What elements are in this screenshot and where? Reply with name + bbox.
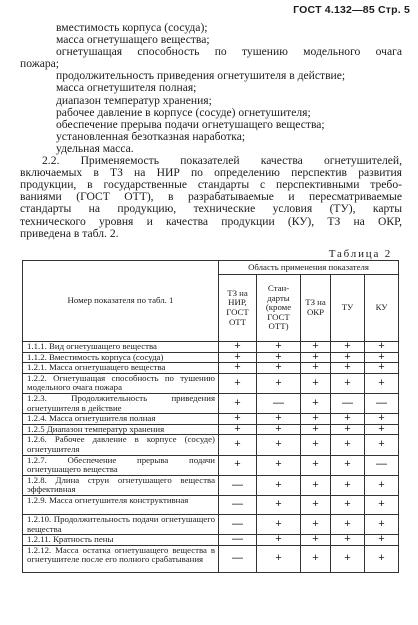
cell-mark: + bbox=[301, 363, 331, 374]
cell-mark: + bbox=[301, 455, 331, 475]
paragraph-line: включаемых в ТЗ на НИР по определению перспектив развития bbox=[20, 166, 402, 180]
cell-mark: + bbox=[301, 342, 331, 353]
cell-mark: + bbox=[257, 363, 301, 374]
cell-mark: + bbox=[331, 535, 365, 546]
column-header: КУ bbox=[365, 275, 399, 342]
cell-mark: + bbox=[365, 475, 399, 495]
body-text bbox=[20, 22, 402, 240]
cell-mark: + bbox=[219, 342, 257, 353]
cell-mark: + bbox=[331, 352, 365, 363]
column-header: Стан-дарты (кроме ГОСТ ОТТ) bbox=[257, 275, 301, 342]
cell-mark: + bbox=[301, 393, 331, 413]
cell-mark: + bbox=[257, 435, 301, 455]
paragraph-line: технического уровня и качества продукции (КУ), ТЗ на ОКР, bbox=[20, 214, 402, 228]
cell-mark: + bbox=[301, 514, 331, 534]
cell-mark: + bbox=[331, 435, 365, 455]
row-name: 1.2.7. Обеспечение прерыва подачи огнетушащего вещества bbox=[23, 455, 219, 475]
cell-mark: + bbox=[257, 545, 301, 572]
row-name: 1.2.10. Продолжительность подачи огнетушащего вещества bbox=[23, 514, 219, 534]
list-item: установленная безотказная наработка; bbox=[56, 129, 246, 143]
header-application-area: Область применения показателя bbox=[219, 261, 399, 275]
cell-mark: + bbox=[301, 475, 331, 495]
table-row bbox=[23, 373, 399, 393]
cell-mark: + bbox=[331, 545, 365, 572]
list-item: продолжительность приведения огнетушителя в действие; bbox=[56, 69, 346, 83]
cell-mark: + bbox=[331, 424, 365, 435]
cell-mark: + bbox=[331, 455, 365, 475]
cell-mark: + bbox=[365, 514, 399, 534]
cell-mark: + bbox=[331, 514, 365, 534]
table-row bbox=[23, 393, 399, 413]
cell-mark: + bbox=[331, 373, 365, 393]
cell-mark: + bbox=[331, 342, 365, 353]
cell-mark: + bbox=[331, 363, 365, 374]
cell-mark: + bbox=[257, 373, 301, 393]
row-name: 1.2.3. Продолжительность приведения огнетушителя в действие bbox=[23, 393, 219, 413]
table-row bbox=[23, 514, 399, 534]
cell-mark: — bbox=[219, 514, 257, 534]
cell-mark: + bbox=[365, 352, 399, 363]
cell-mark: + bbox=[219, 373, 257, 393]
cell-mark: + bbox=[301, 414, 331, 425]
column-header: ТЗ на НИР, ГОСТ ОТТ bbox=[219, 275, 257, 342]
table-row bbox=[23, 495, 399, 514]
table-row bbox=[23, 414, 399, 425]
table-row bbox=[23, 424, 399, 435]
cell-mark: + bbox=[301, 373, 331, 393]
cell-mark: + bbox=[365, 373, 399, 393]
cell-mark: + bbox=[365, 363, 399, 374]
table-title: Таблица 2 bbox=[328, 248, 392, 260]
paragraph-line: приведена в табл. 2. bbox=[20, 226, 119, 240]
cell-mark: + bbox=[365, 424, 399, 435]
cell-mark: + bbox=[365, 535, 399, 546]
cell-mark: — bbox=[257, 393, 301, 413]
row-name: 1.2.2. Огнетушащая способность по тушению модельного очага пожара bbox=[23, 373, 219, 393]
table-row bbox=[23, 435, 399, 455]
list-item: масса огнетушащего вещества; bbox=[56, 33, 210, 47]
cell-mark: + bbox=[257, 342, 301, 353]
paragraph-line: 2.2. Применяемость показателей качества огнетушителей, bbox=[42, 154, 402, 168]
cell-mark: + bbox=[331, 414, 365, 425]
cell-mark: — bbox=[331, 393, 365, 413]
cell-mark: + bbox=[219, 414, 257, 425]
list-item: обеспечение прерыва подачи огнетушащего вещества; bbox=[56, 117, 325, 131]
list-item: рабочее давление в корпусе (сосуде) огнетушителя; bbox=[56, 105, 311, 119]
cell-mark: + bbox=[301, 545, 331, 572]
cell-mark: + bbox=[257, 455, 301, 475]
cell-mark: — bbox=[219, 495, 257, 514]
cell-mark: + bbox=[257, 414, 301, 425]
cell-mark: + bbox=[219, 393, 257, 413]
list-item: вместимость корпуса (сосуда); bbox=[56, 21, 208, 34]
paragraph-line: продукции, в государственные стандарты с перспективными требо- bbox=[20, 178, 402, 192]
table-row bbox=[23, 363, 399, 374]
paragraph-line: стандарты на продукцию, технические условия (ТУ), карты bbox=[20, 202, 402, 216]
cell-mark: + bbox=[219, 352, 257, 363]
row-name: 1.2.4. Масса огнетушителя полная bbox=[23, 414, 219, 425]
row-name: 1.2.5 Диапазон температур хранения bbox=[23, 424, 219, 435]
row-name: 1.2.6. Рабочее давление в корпусе (сосуде) огнетушителя bbox=[23, 435, 219, 455]
cell-mark: + bbox=[301, 535, 331, 546]
cell-mark: + bbox=[301, 495, 331, 514]
cell-mark: + bbox=[257, 514, 301, 534]
cell-mark: + bbox=[365, 495, 399, 514]
cell-mark: + bbox=[219, 424, 257, 435]
cell-mark: + bbox=[331, 475, 365, 495]
list-item: диапазон температур хранения; bbox=[56, 93, 212, 107]
cell-mark: + bbox=[301, 352, 331, 363]
list-item: удельная масса. bbox=[56, 141, 134, 155]
row-name: 1.2.8. Длина струи огнетушащего вещества эффективная bbox=[23, 475, 219, 495]
cell-mark: + bbox=[365, 342, 399, 353]
list-item: огнетушащая способность по тушению модельного очага bbox=[56, 45, 402, 59]
row-name: 1.2.9. Масса огнетушителя конструктивная bbox=[23, 495, 219, 514]
cell-mark: + bbox=[365, 435, 399, 455]
cell-mark: — bbox=[365, 455, 399, 475]
cell-mark: + bbox=[257, 424, 301, 435]
cell-mark: + bbox=[257, 535, 301, 546]
cell-mark: + bbox=[365, 545, 399, 572]
row-name: 1.1.1. Вид огнетушащего вещества bbox=[23, 342, 219, 353]
table-row bbox=[23, 475, 399, 495]
column-header: ТЗ на ОКР bbox=[301, 275, 331, 342]
table-row bbox=[23, 342, 399, 353]
table-row bbox=[23, 352, 399, 363]
cell-mark: + bbox=[365, 414, 399, 425]
cell-mark: + bbox=[257, 352, 301, 363]
cell-mark: — bbox=[219, 545, 257, 572]
cell-mark: + bbox=[219, 363, 257, 374]
table-row bbox=[23, 545, 399, 572]
row-name: 1.1.2. Вместимость корпуса (сосуда) bbox=[23, 352, 219, 363]
row-name: 1.2.11. Кратность пены bbox=[23, 535, 219, 546]
list-item: масса огнетушителя полная; bbox=[56, 81, 197, 95]
indicators-table bbox=[22, 260, 399, 573]
table-row bbox=[23, 455, 399, 475]
row-name: 1.2.12. Масса остатка огнетушащего вещества в огнетушителе после его полного срабатывания bbox=[23, 545, 219, 572]
cell-mark: — bbox=[219, 535, 257, 546]
cell-mark: + bbox=[301, 435, 331, 455]
list-item: пожара; bbox=[20, 57, 60, 71]
header-indicator-number: Номер показателя по табл. 1 bbox=[23, 261, 219, 342]
cell-mark: + bbox=[257, 495, 301, 514]
cell-mark: + bbox=[257, 475, 301, 495]
table-row bbox=[23, 535, 399, 546]
cell-mark: + bbox=[219, 435, 257, 455]
cell-mark: — bbox=[219, 475, 257, 495]
cell-mark: — bbox=[365, 393, 399, 413]
cell-mark: + bbox=[331, 495, 365, 514]
column-header: ТУ bbox=[331, 275, 365, 342]
cell-mark: + bbox=[301, 424, 331, 435]
page-header: ГОСТ 4.132—85 Стр. 5 bbox=[293, 4, 410, 16]
paragraph-line: ваниями (ГОСТ ОТТ), в разрабатываемые и пересматриваемые bbox=[20, 190, 402, 204]
cell-mark: + bbox=[219, 455, 257, 475]
row-name: 1.2.1. Масса огнетушащего вещества bbox=[23, 363, 219, 374]
